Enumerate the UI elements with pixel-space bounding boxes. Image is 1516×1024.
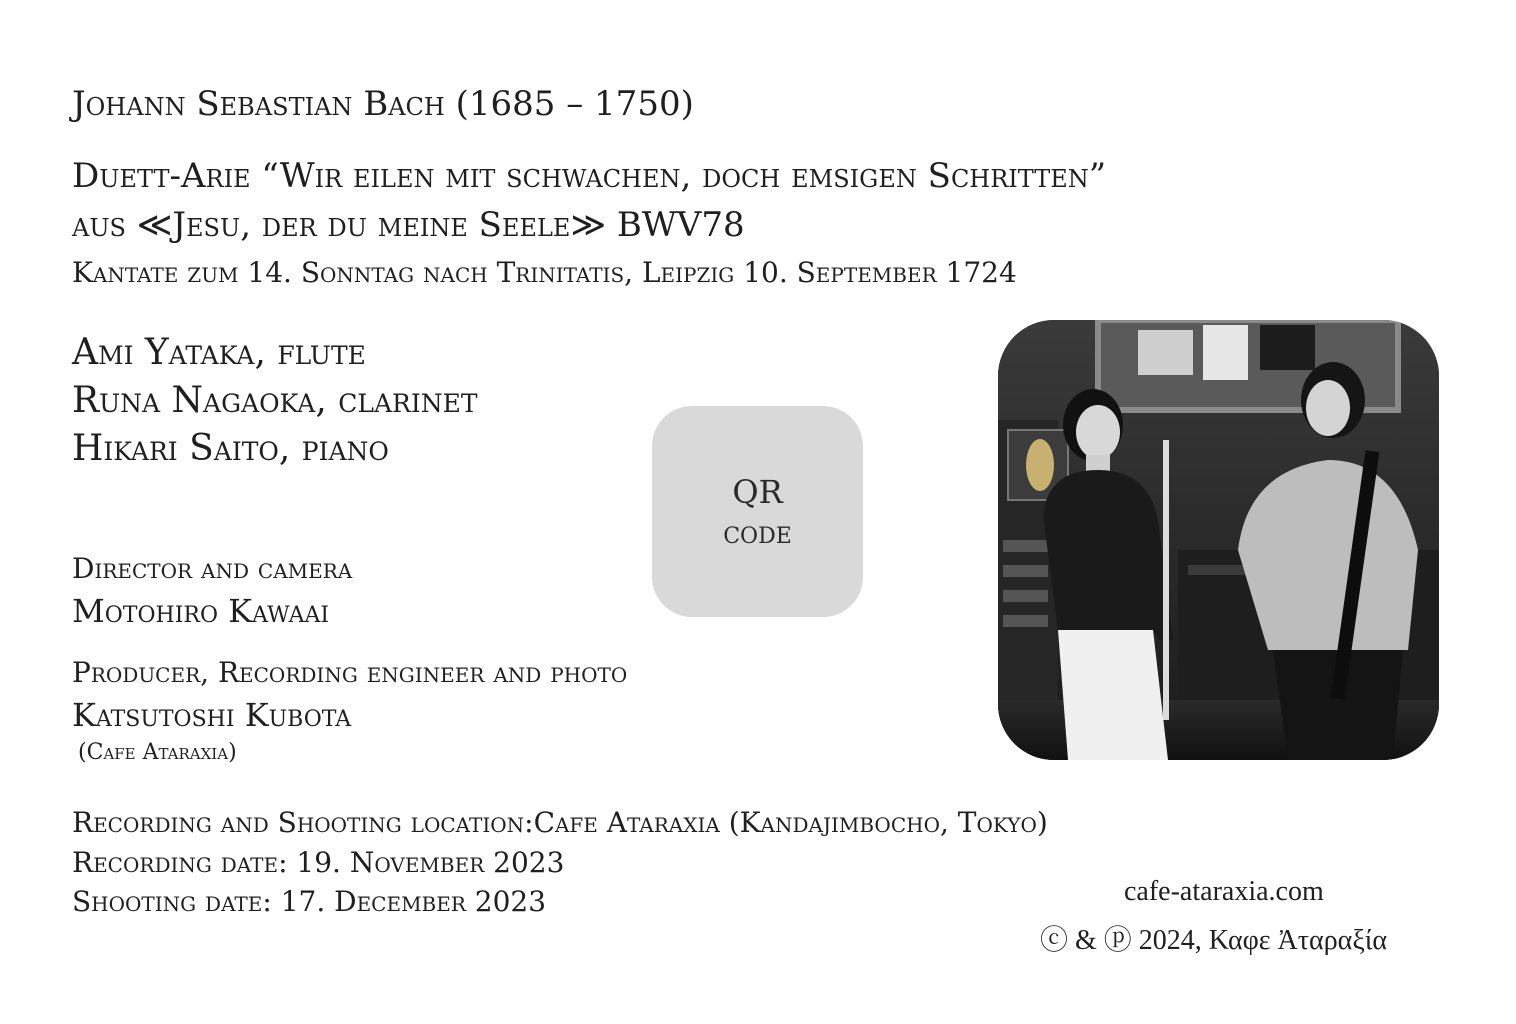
copyright-notice: ⓒ & ⓟ 2024, Καφε Ἀταραξία: [1040, 925, 1388, 956]
photo-illustration-icon: [998, 320, 1439, 760]
producer-role: Producer, Recording engineer and photo: [72, 656, 628, 689]
cantata-info: Kantate zum 14. Sonntag nach Trinitatis, Leipzig 10. September 1724: [72, 256, 1017, 289]
musicians-photo: [998, 320, 1439, 760]
recording-location: Recording and Shooting location:Cafe Ataraxia (Kandajimbocho, Tokyo): [72, 806, 1048, 839]
director-name: Motohiro Kawaai: [72, 592, 330, 630]
website-link[interactable]: cafe-ataraxia.com: [1124, 876, 1324, 907]
producer-affiliation: (Cafe Ataraxia): [78, 740, 237, 765]
shooting-date: Shooting date: 17. December 2023: [72, 885, 547, 918]
director-role: Director and camera: [72, 552, 353, 585]
work-title-line1: Duett-Arie “Wir eilen mit schwachen, doch emsigen Schritten”: [72, 156, 1107, 196]
performer-flute: Ami Yataka, flute: [72, 332, 366, 373]
performer-piano: Hikari Saito, piano: [72, 428, 389, 469]
producer-name: Katsutoshi Kubota: [72, 696, 352, 734]
qr-label-line1: QR: [732, 472, 783, 511]
composer-heading: Johann Sebastian Bach (1685 – 1750): [72, 84, 694, 124]
performer-clarinet: Runa Nagaoka, clarinet: [72, 380, 478, 421]
recording-date: Recording date: 19. November 2023: [72, 846, 565, 879]
qr-code-placeholder[interactable]: [652, 406, 863, 617]
qr-label-line2: code: [723, 512, 792, 551]
work-title-line2: aus ≪Jesu, der du meine Seele≫ BWV78: [72, 205, 745, 245]
